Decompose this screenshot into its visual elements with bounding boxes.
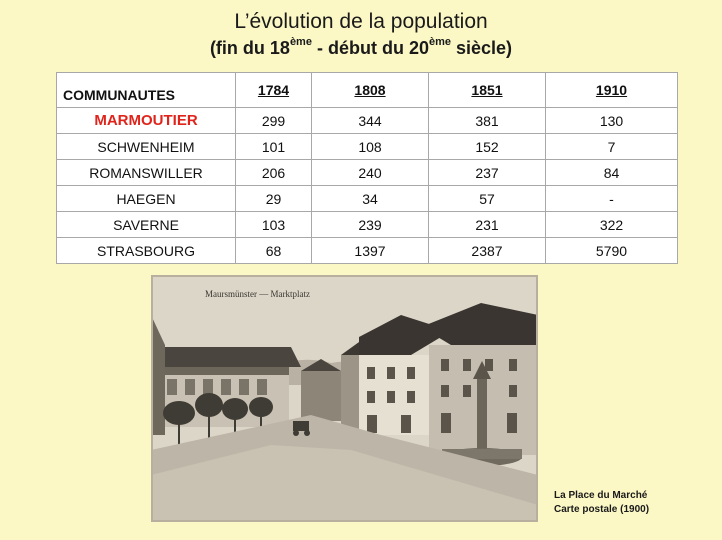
cell-value: 108 xyxy=(312,134,429,160)
caption-line-2: Carte postale (1900) xyxy=(554,504,650,515)
row-name: HAEGEN xyxy=(57,186,236,212)
page-title: L’évolution de la population xyxy=(234,10,488,33)
subtitle-sup-1: ème xyxy=(289,36,312,48)
population-table xyxy=(56,72,678,264)
table-row xyxy=(57,134,678,160)
column-header-year: 1851 xyxy=(429,73,546,108)
cell-value: 5790 xyxy=(546,238,678,264)
cell-value: 34 xyxy=(312,186,429,212)
subtitle-sup-2: ème xyxy=(428,36,451,48)
cell-value: 103 xyxy=(236,212,312,238)
column-header-communautes: COMMUNAUTES xyxy=(57,73,236,108)
photo-caption xyxy=(554,489,649,517)
postcard-inscription: Maursmünster — Marktplatz xyxy=(205,289,310,299)
cell-value: 206 xyxy=(236,160,312,186)
table-row xyxy=(57,212,678,238)
cell-value: - xyxy=(546,186,678,212)
cell-value: 239 xyxy=(312,212,429,238)
cell-value: 240 xyxy=(312,160,429,186)
row-name: SAVERNE xyxy=(57,212,236,238)
column-header-year: 1808 xyxy=(312,73,429,108)
cell-value: 344 xyxy=(312,108,429,134)
cell-value: 29 xyxy=(236,186,312,212)
postcard-illustration xyxy=(151,275,538,522)
table-header-row xyxy=(57,73,678,108)
table-row xyxy=(57,108,678,134)
cell-value: 130 xyxy=(546,108,678,134)
row-name: MARMOUTIER xyxy=(57,108,236,134)
cell-value: 152 xyxy=(429,134,546,160)
caption-line-1: La Place du Marché xyxy=(554,490,648,501)
cell-value: 84 xyxy=(546,160,678,186)
page-subtitle xyxy=(0,36,722,60)
cell-value: 299 xyxy=(236,108,312,134)
table-row xyxy=(57,160,678,186)
subtitle-suffix: siècle) xyxy=(451,38,513,58)
table-row xyxy=(57,186,678,212)
cell-value: 7 xyxy=(546,134,678,160)
cell-value: 231 xyxy=(429,212,546,238)
cell-value: 101 xyxy=(236,134,312,160)
column-header-year: 1910 xyxy=(546,73,678,108)
cell-value: 322 xyxy=(546,212,678,238)
cell-value: 68 xyxy=(236,238,312,264)
cell-value: 381 xyxy=(429,108,546,134)
subtitle-prefix: (fin du 18 xyxy=(209,38,290,58)
cell-value: 237 xyxy=(429,160,546,186)
table-row xyxy=(57,238,678,264)
subtitle-middle: - début du 20 xyxy=(311,38,429,58)
row-name: STRASBOURG xyxy=(57,238,236,264)
cell-value: 1397 xyxy=(312,238,429,264)
postcard-photo xyxy=(151,275,538,522)
row-name: SCHWENHEIM xyxy=(57,134,236,160)
row-name: ROMANSWILLER xyxy=(57,160,236,186)
cell-value: 57 xyxy=(429,186,546,212)
cell-value: 2387 xyxy=(429,238,546,264)
column-header-year: 1784 xyxy=(236,73,312,108)
